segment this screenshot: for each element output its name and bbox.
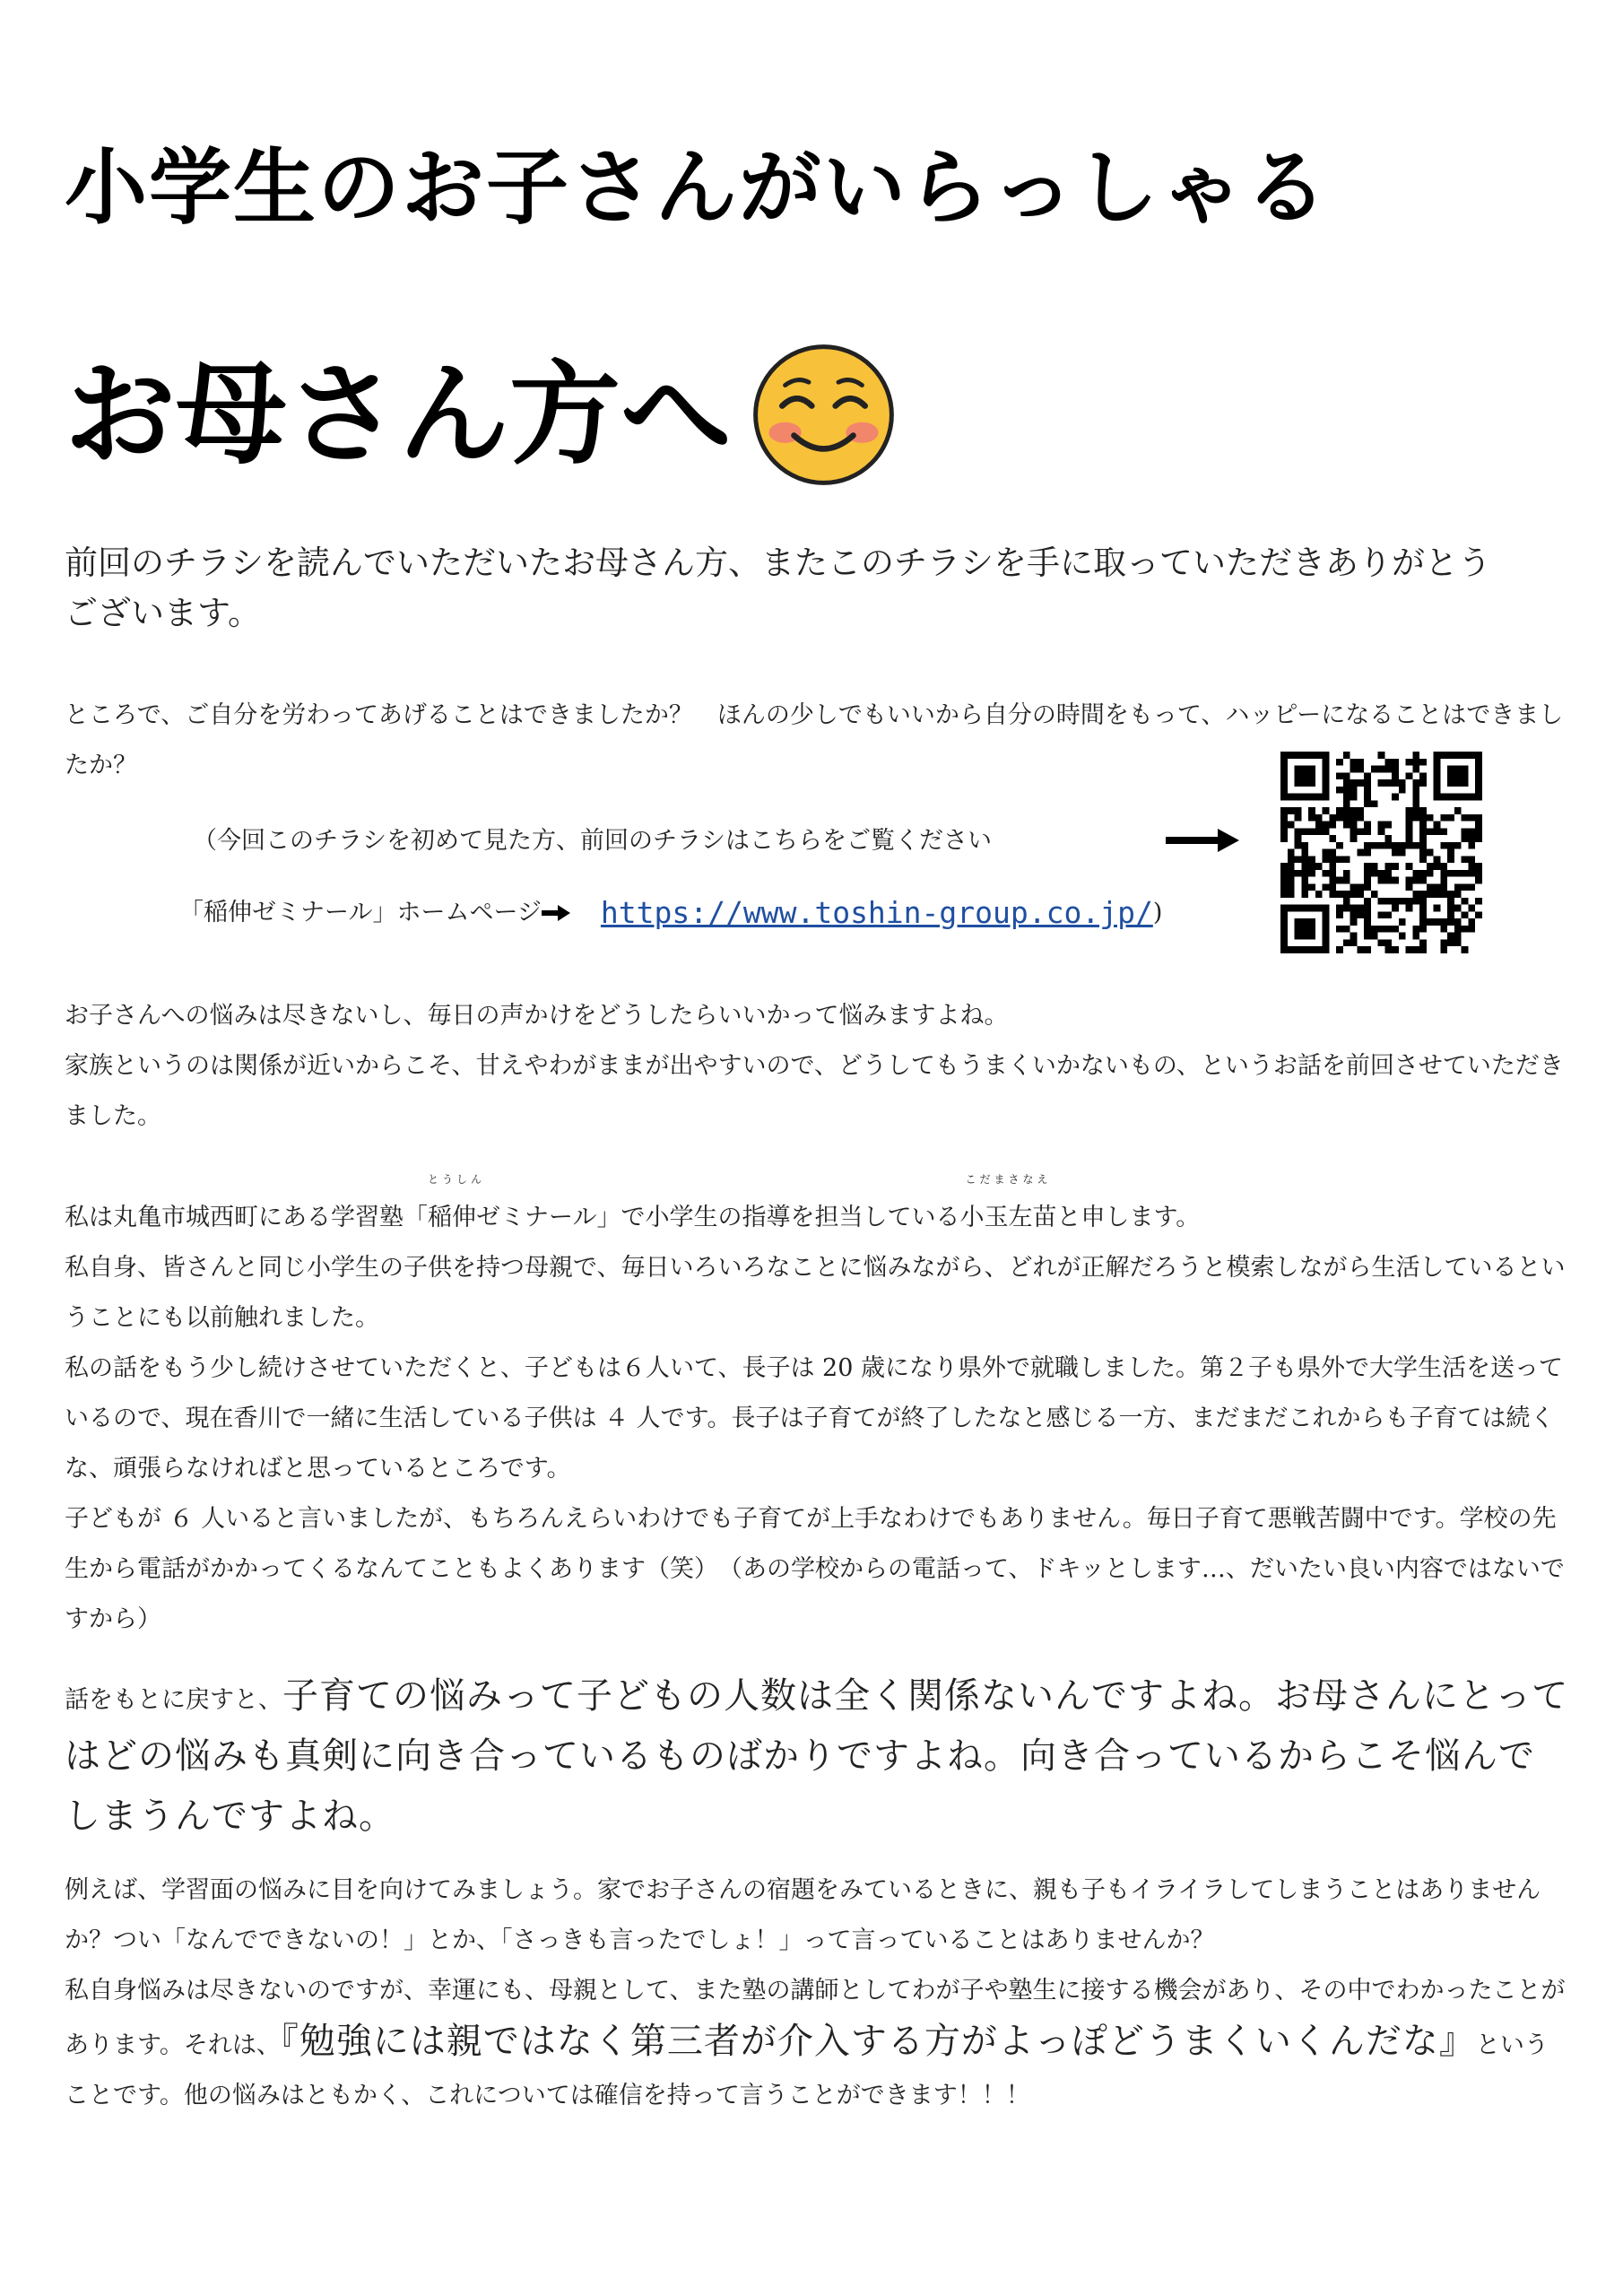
back-to-topic-emphasis: 子育ての悩みって子どもの人数は全く関係ないんですよね。お母さんにとってはどの悩みも真剣に向き合っているものばかりですよね。向き合っているからこそ悩んでしまうんですよね。 [65, 1675, 1569, 1837]
small-arrow-right-icon [542, 904, 570, 922]
qr-code-icon [1280, 752, 1482, 953]
self-intro-mid: ゼミナール」で小学生の指導を担当している [476, 1204, 960, 1231]
paragraph-worries [65, 991, 1571, 1142]
paragraph-worries-line-2: 家族というのは関係が近いからこそ、甘えやわがままが出やすいので、どうしてもうまくいかないもの、というお話を前回させていただきました。 [65, 1052, 1564, 1130]
study-p2-pre: 私自身悩みは尽きないのですが、幸運にも、母親として、また塾の講師としてわが子や塾生に接する機会があり、その中でわかったことがあります。それは、 [65, 1977, 1566, 2059]
headline-line-2 [65, 341, 898, 489]
homepage-close-paren: ) [1152, 899, 1163, 926]
study-p2-emphasis: 『勉強には親ではなく第三者が介入する方がよっぽどうまくいくんだな』 [280, 2021, 1476, 2062]
study-p2-post: ということです。他の悩みはともかく、これについては確信を持って言うことができます！！！ [65, 2031, 1549, 2109]
homepage-row [179, 888, 1162, 938]
school-reading: とうしん [428, 1173, 486, 1186]
headline-line-1: 小学生のお子さんがいらっしゃる [65, 140, 1330, 236]
smiling-face-icon [750, 341, 898, 489]
teacher-kanji: 小玉左苗 [959, 1204, 1057, 1231]
about-me-p3: 私の話をもう少し続けさせていただくと、子どもは６人いて、長子は 20 歳になり県外で就職しました。第２子も県外で大学生活を送っているので、現在香川で一緒に生活している子供は ４ 人です。長子は子育てが終了したなと感じる一方、まだまだこれからも子育ては続くな、頑張らなければと思っているところです。 [65, 1354, 1563, 1483]
study-p1: 例えば、学習面の悩みに目を向けてみましょう。家でお子さんの宿題をみているときに、親も子もイライラしてしまうことはありませんか？つい「なんでできないの！」とか、「さっきも言ったでしょ！」って言っていることはありませんか？ [65, 1876, 1541, 1954]
intro-text: 前回のチラシを読んでいただいたお母さん方、またこのチラシを手に取っていただきありがとうございます。 [65, 544, 1491, 632]
self-intro-pre: 私は丸亀市城西町にある学習塾「 [65, 1204, 428, 1231]
paragraph-study [65, 1866, 1571, 2121]
school-kanji: 稲伸 [428, 1204, 476, 1231]
study-p2 [65, 1966, 1571, 2121]
teacher-name [959, 1173, 1057, 1243]
paragraph-back-to-topic [65, 1668, 1571, 1848]
homepage-link[interactable]: https://www.toshin-group.co.jp/ [600, 895, 1153, 930]
paragraph-about-me [65, 1173, 1571, 1645]
self-intro-post: と申します。 [1056, 1204, 1201, 1231]
previous-flyer-note: （今回このチラシを初めて見た方、前回のチラシはこちらをご覧ください [193, 827, 992, 855]
paragraph-worries-line-1: お子さんへの悩みは尽きないし、毎日の声かけをどうしたらいいかって悩みますよね。 [65, 1002, 1009, 1030]
arrow-right-icon [1166, 827, 1239, 854]
self-intro [65, 1173, 1571, 1243]
about-me-p2: 私自身、皆さんと同じ小学生の子供を持つ母親で、毎日いろいろなことに悩みながら、どれが正解だろうと模索しながら生活しているということにも以前触れました。 [65, 1254, 1566, 1332]
headline-line-2-text: お母さん方へ [65, 350, 733, 480]
back-to-topic-lead: 話をもとに戻すと、 [65, 1686, 282, 1714]
question-text: ところで、ご自分を労わってあげることはできましたか？ ほんの少しでもいいから自分の時間をもって、ハッピーになることはできましたか？ [65, 701, 1564, 779]
about-me-p4: 子どもが ６ 人いると言いましたが、もちろんえらいわけでも子育てが上手なわけでもありません。毎日子育て悪戦苦闘中です。学校の先生から電話がかかってくるなんてこともよくあります（笑） （あの学校からの電話って、ドキッとします…、だいたい良い内容ではないですから） [65, 1505, 1565, 1633]
homepage-label: 「稲伸ゼミナール」ホームページ [179, 899, 542, 926]
teacher-reading: こだまさなえ [965, 1173, 1052, 1186]
school-name [428, 1173, 486, 1243]
